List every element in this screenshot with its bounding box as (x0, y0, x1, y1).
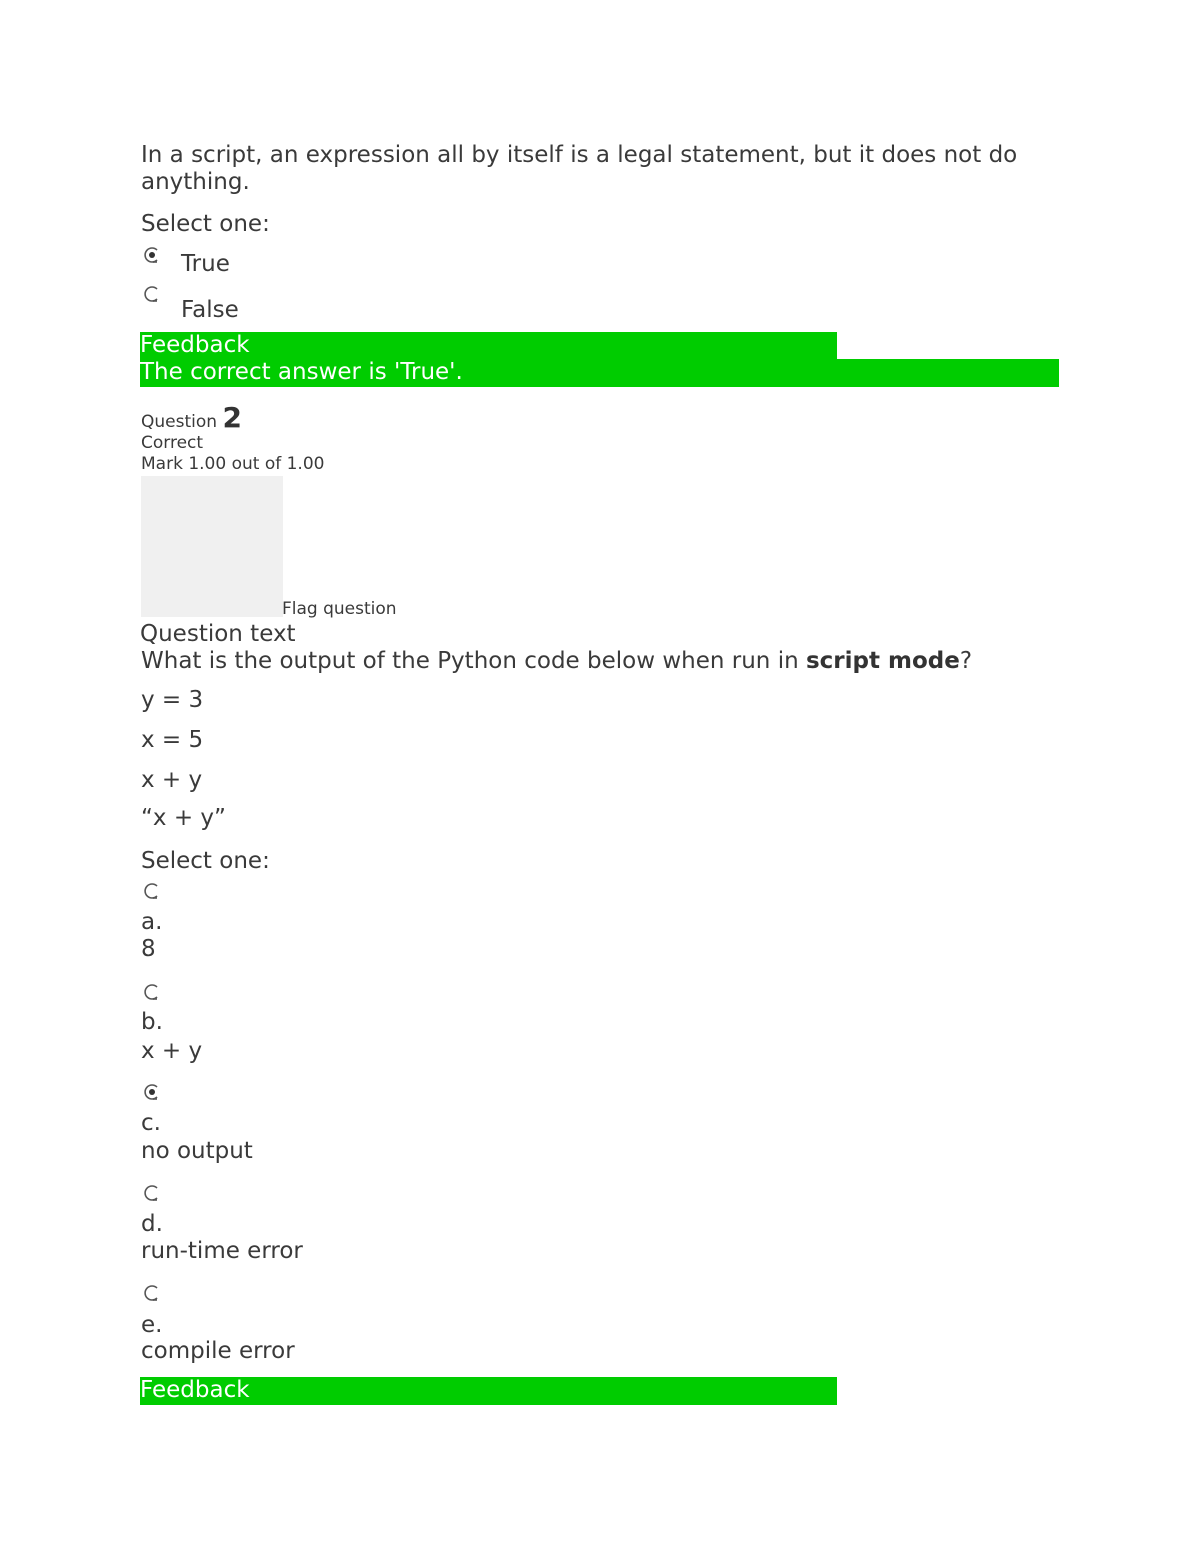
option-d-text[interactable]: run-time error (141, 1238, 303, 1264)
prompt-end: ? (959, 648, 973, 674)
question-state: Correct (141, 433, 204, 453)
code-line: x = 5 (141, 727, 204, 753)
feedback-correct-answer: The correct answer is 'True'. (140, 359, 463, 385)
radio-a-icon[interactable] (143, 882, 161, 900)
option-e-letter: e. (141, 1312, 163, 1338)
code-line: x + y (141, 767, 203, 793)
radio-b-icon[interactable] (143, 983, 161, 1001)
radio-false-icon[interactable] (143, 285, 161, 303)
flag-image-placeholder (141, 476, 283, 617)
select-one-label: Select one: (141, 211, 270, 237)
question-1-text-line-2: anything. (141, 169, 250, 195)
option-b-letter: b. (141, 1009, 163, 1035)
question-mark: Mark 1.00 out of 1.00 (141, 454, 325, 474)
code-line: y = 3 (141, 687, 204, 713)
question-word: Question (141, 412, 218, 432)
question-2-prompt (141, 648, 972, 675)
code-line: “x + y” (141, 805, 226, 831)
radio-true-selected-icon[interactable] (143, 246, 161, 264)
radio-e-icon[interactable] (143, 1284, 161, 1302)
option-c-text[interactable]: no output (141, 1138, 253, 1164)
prompt-bold: script mode (805, 648, 960, 674)
prompt-text: What is the output of the Python code below when run in (141, 648, 806, 674)
question-number: 2 (222, 401, 242, 434)
option-a-text[interactable]: 8 (141, 936, 156, 962)
question-text-heading: Question text (140, 621, 296, 647)
feedback-title-2: Feedback (140, 1377, 250, 1403)
select-one-label-2: Select one: (141, 848, 270, 874)
option-e-text[interactable]: compile error (141, 1338, 295, 1364)
feedback-title-bar-2 (140, 1377, 837, 1405)
option-true-label[interactable]: True (181, 251, 230, 277)
feedback-title: Feedback (140, 332, 250, 358)
radio-d-icon[interactable] (143, 1184, 161, 1202)
option-d-letter: d. (141, 1211, 163, 1237)
option-b-text[interactable]: x + y (141, 1038, 203, 1064)
flag-question-link[interactable]: Flag question (282, 599, 397, 619)
radio-c-selected-icon[interactable] (143, 1083, 161, 1101)
option-c-letter: c. (141, 1110, 161, 1136)
question-1-text-line-1: In a script, an expression all by itself is a legal statement, but it does not do (141, 142, 1018, 168)
option-a-letter: a. (141, 909, 163, 935)
feedback-answer-bar (140, 359, 1059, 387)
option-false-label[interactable]: False (181, 297, 239, 323)
feedback-title-bar (140, 332, 837, 360)
